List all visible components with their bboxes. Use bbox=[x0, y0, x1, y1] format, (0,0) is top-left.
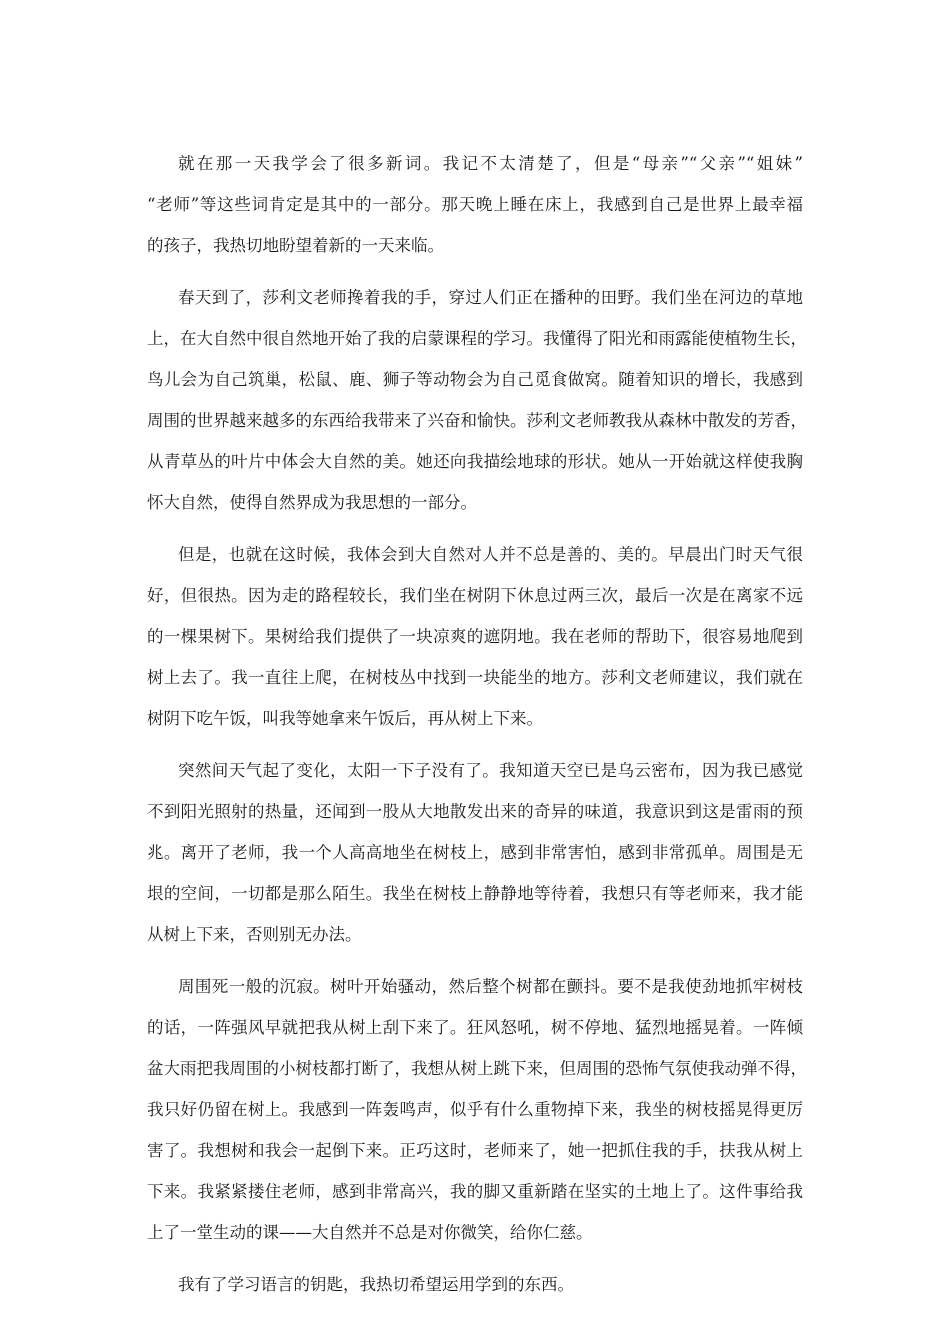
text-line: 树阴下吃午饭，叫我等她拿来午饭后，再从树上下来。 bbox=[147, 709, 543, 728]
text-line: 从青草丛的叶片中体会大自然的美。她还向我描绘地球的形状。她从一开始就这样使我胸 bbox=[147, 452, 803, 471]
text-line: 周围死一般的沉寂。树叶开始骚动，然后整个树都在颤抖。要不是我使劲地抓牢树枝 bbox=[178, 977, 803, 996]
text-line: 突然间天气起了变化，太阳一下子没有了。我知道天空已是乌云密布，因为我已感觉 bbox=[178, 761, 803, 780]
text-line: 垠的空间，一切都是那么陌生。我坐在树枝上静静地等待着，我想只有等老师来，我才能 bbox=[147, 884, 803, 903]
text-line: 怀大自然，使得自然界成为我思想的一部分。 bbox=[147, 493, 477, 512]
text-line: 鸟儿会为自己筑巢，松鼠、鹿、狮子等动物会为自己觅食做窝。随着知识的增长，我感到 bbox=[147, 370, 803, 389]
text-line: 的话，一阵强风早就把我从树上刮下来了。狂风怒吼，树不停地、猛烈地摇晃着。一阵倾 bbox=[147, 1018, 803, 1037]
text-line: 我只好仍留在树上。我感到一阵轰鸣声，似乎有什么重物掉下来，我坐的树枝摇晃得更厉 bbox=[147, 1100, 803, 1119]
text-line: 就在那一天我学会了很多新词。我记不太清楚了，但是“母亲”“父亲”“姐妹” bbox=[178, 154, 803, 173]
text-line: 盆大雨把我周围的小树枝都打断了，我想从树上跳下来，但周围的恐怖气氛使我动弹不得， bbox=[147, 1059, 807, 1078]
text-line: 周围的世界越来越多的东西给我带来了兴奋和愉快。莎利文老师教我从森林中散发的芳香， bbox=[147, 411, 807, 430]
text-line: 下来。我紧紧搂住老师，感到非常高兴，我的脚又重新踏在坚实的土地上了。这件事给我 bbox=[147, 1182, 803, 1201]
text-line: 但是，也就在这时候，我体会到大自然对人并不总是善的、美的。早晨出门时天气很 bbox=[178, 545, 803, 564]
text-line: 从树上下来，否则别无办法。 bbox=[147, 925, 362, 944]
text-line: 不到阳光照射的热量，还闻到一股从大地散发出来的奇异的味道，我意识到这是雷雨的预 bbox=[147, 802, 803, 821]
text-line: 上，在大自然中很自然地开始了我的启蒙课程的学习。我懂得了阳光和雨露能使植物生长， bbox=[147, 329, 807, 348]
text-line: 上了一堂生动的课——大自然并不总是对你微笑，给你仁慈。 bbox=[147, 1223, 593, 1242]
text-line: 春天到了，莎利文老师搀着我的手，穿过人们正在播种的田野。我们坐在河边的草地 bbox=[178, 288, 803, 307]
text-line: 害了。我想树和我会一起倒下来。正巧这时，老师来了，她一把抓住我的手，扶我从树上 bbox=[147, 1141, 803, 1160]
text-line: 兆。离开了老师，我一个人高高地坐在树枝上，感到非常害怕，感到非常孤单。周围是无 bbox=[147, 843, 803, 862]
text-line: “老师”等这些词肯定是其中的一部分。那天晚上睡在床上，我感到自己是世界上最幸福 bbox=[147, 195, 803, 214]
text-line: 我有了学习语言的钥匙，我热切希望运用学到的东西。 bbox=[178, 1275, 574, 1294]
text-line: 树上去了。我一直往上爬，在树枝丛中找到一块能坐的地方。莎利文老师建议，我们就在 bbox=[147, 668, 803, 687]
text-line: 的一棵果树下。果树给我们提供了一块凉爽的遮阴地。我在老师的帮助下，很容易地爬到 bbox=[147, 627, 803, 646]
text-line: 好，但很热。因为走的路程较长，我们坐在树阴下休息过两三次，最后一次是在离家不远 bbox=[147, 586, 803, 605]
text-line: 的孩子，我热切地盼望着新的一天来临。 bbox=[147, 236, 444, 255]
